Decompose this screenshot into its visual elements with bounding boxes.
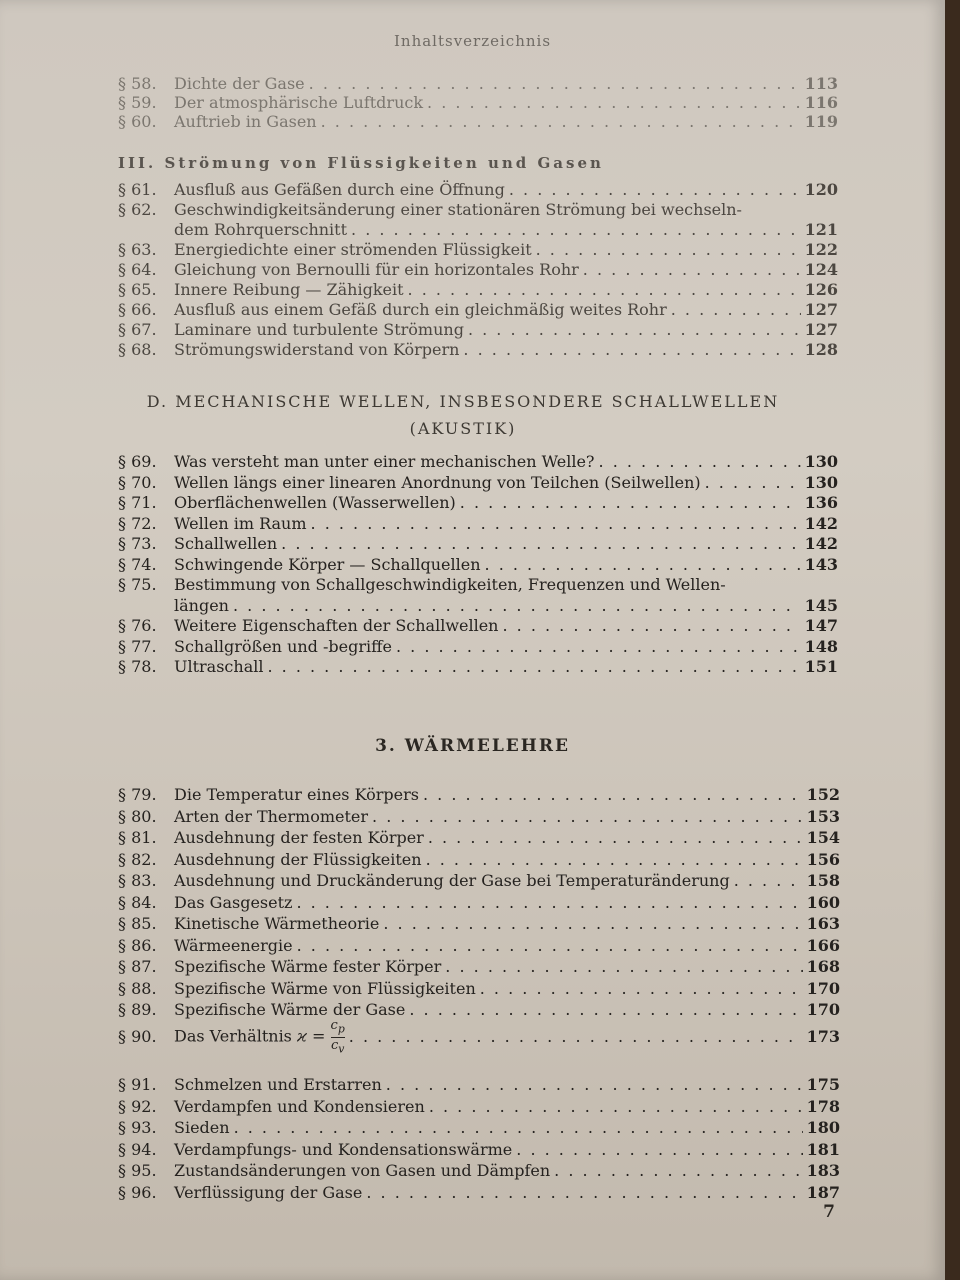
dot-leader xyxy=(309,74,801,93)
toc-entry xyxy=(118,784,840,806)
toc-para-number: § 75. xyxy=(118,575,157,594)
toc-title: Wellen längs einer linearen Anordnung von Teilchen (Seilwellen) xyxy=(174,472,701,492)
toc-title: Innere Reibung — Zähigkeit xyxy=(174,280,404,299)
toc-title: Laminare und turbulente Strömung xyxy=(174,320,464,339)
toc-para-number: § 92. xyxy=(118,1096,157,1116)
toc-entry xyxy=(118,1139,840,1161)
toc-entry xyxy=(118,260,838,280)
toc-entry xyxy=(118,1074,840,1096)
dot-leader xyxy=(351,220,801,240)
toc-para-number: § 67. xyxy=(118,320,157,339)
dot-leader xyxy=(536,240,801,260)
dot-leader xyxy=(427,93,801,112)
toc-para-number: § 89. xyxy=(118,1000,157,1019)
dot-leader xyxy=(485,555,801,576)
toc-title: Schallgrößen und -begriffe xyxy=(174,636,392,656)
toc-title: Verdampfen und Kondensieren xyxy=(174,1096,425,1116)
toc-para-number: § 59. xyxy=(118,93,157,112)
toc-page-number: 163 xyxy=(806,914,840,933)
toc-page-number: 116 xyxy=(804,93,838,112)
toc-title: Wärmeenergie xyxy=(174,935,293,955)
toc-entry xyxy=(118,93,838,112)
toc-entry xyxy=(118,1117,840,1139)
toc-para-number: § 60. xyxy=(118,112,157,131)
toc-title: Verdampfungs- und Kondensationswärme xyxy=(174,1139,513,1159)
toc-entry xyxy=(118,280,838,300)
toc-entry xyxy=(118,596,838,617)
toc-title: Spezifische Wärme der Gase xyxy=(174,1000,406,1019)
toc-para-number: § 79. xyxy=(118,785,157,804)
toc-page-number: 128 xyxy=(804,340,838,359)
toc-title: Ausdehnung und Druckänderung der Gase bei Temperaturänderung xyxy=(174,871,730,890)
toc-group-flow xyxy=(118,180,838,360)
toc-page-number: 180 xyxy=(806,1118,840,1137)
toc-title: Energiedichte einer strömenden Flüssigkeit xyxy=(174,240,532,259)
dot-leader xyxy=(383,913,802,935)
toc-title: Geschwindigkeitsänderung einer stationären Strömung bei wechseln- xyxy=(174,200,742,219)
toc-para-number: § 76. xyxy=(118,616,157,635)
toc-para-number: § 86. xyxy=(118,935,157,955)
toc-title: Ausfluß aus Gefäßen durch eine Öffnung xyxy=(174,180,505,199)
toc-title: Zustandsänderungen von Gasen und Dämpfen xyxy=(174,1161,551,1180)
toc-page-number: 168 xyxy=(806,957,840,976)
toc-title: Weitere Eigenschaften der Schallwellen xyxy=(174,616,499,635)
toc-title: Kinetische Wärmetheorie xyxy=(174,914,380,933)
dot-leader xyxy=(297,935,803,957)
toc-para-number: § 90. xyxy=(118,1026,157,1046)
toc-para-number: § 74. xyxy=(118,554,157,574)
toc-page-number: 136 xyxy=(804,493,838,512)
toc-entry xyxy=(118,806,840,828)
toc-entry xyxy=(118,849,840,871)
dot-leader xyxy=(463,340,800,360)
toc-title: Schmelzen und Erstarren xyxy=(174,1075,382,1094)
toc-entry xyxy=(118,935,840,957)
toc-entry xyxy=(118,180,838,200)
toc-entry xyxy=(118,112,838,131)
toc-entry xyxy=(118,1160,840,1182)
dot-leader xyxy=(480,978,803,1000)
toc-para-number: § 85. xyxy=(118,914,157,933)
toc-title: Schwingende Körper — Schallquellen xyxy=(174,554,481,574)
toc-title: Verflüssigung der Gase xyxy=(174,1182,363,1202)
toc-title: dem Rohrquerschnitt xyxy=(174,220,348,239)
section-heading-3: 3. WÄRMELEHRE xyxy=(375,736,570,756)
toc-page-number: 154 xyxy=(806,828,840,847)
dot-leader xyxy=(408,280,801,300)
toc-para-number: § 64. xyxy=(118,260,157,279)
dot-leader xyxy=(233,596,801,617)
dot-leader xyxy=(396,637,801,658)
toc-page-number: 173 xyxy=(806,1026,840,1046)
toc-page-number: 122 xyxy=(804,240,838,259)
toc-page-number: 153 xyxy=(806,806,840,826)
dot-leader xyxy=(429,1096,803,1118)
dot-leader xyxy=(671,300,801,320)
toc-entry xyxy=(118,1182,840,1204)
toc-para-number: § 83. xyxy=(118,871,157,890)
toc-entry xyxy=(118,320,838,340)
toc-page-number: 127 xyxy=(804,320,838,339)
dot-leader xyxy=(349,1025,803,1049)
page-number: 7 xyxy=(823,1202,835,1222)
dot-leader xyxy=(445,956,802,978)
toc-title: Spezifische Wärme von Flüssigkeiten xyxy=(174,978,476,998)
toc-para-number: § 72. xyxy=(118,513,157,533)
toc-page-number: 130 xyxy=(804,472,838,492)
dot-leader xyxy=(234,1117,803,1139)
toc-page-number: 127 xyxy=(804,300,838,319)
toc-title: Wellen im Raum xyxy=(174,513,307,533)
toc-title: Gleichung von Bernoulli für ein horizontales Rohr xyxy=(174,260,579,279)
toc-entry xyxy=(118,74,838,93)
toc-para-number: § 82. xyxy=(118,849,157,869)
toc-para-number: § 88. xyxy=(118,978,157,998)
toc-title: Spezifische Wärme fester Körper xyxy=(174,957,442,976)
toc-page-number: 151 xyxy=(804,657,838,676)
toc-para-number: § 69. xyxy=(118,452,157,471)
toc-entry xyxy=(118,978,840,1000)
dot-leader xyxy=(311,514,801,535)
dot-leader xyxy=(599,452,801,473)
toc-page-number: 142 xyxy=(804,513,838,533)
toc-para-number: § 66. xyxy=(118,300,157,319)
dot-leader xyxy=(516,1139,802,1161)
toc-page-number: 166 xyxy=(806,935,840,955)
toc-para-number: § 61. xyxy=(118,180,157,199)
dot-leader xyxy=(372,806,803,828)
toc-para-number: § 65. xyxy=(118,280,157,299)
toc-entry xyxy=(118,1096,840,1118)
toc-page-number: 160 xyxy=(806,892,840,912)
toc-entry xyxy=(118,870,840,892)
toc-para-number: § 93. xyxy=(118,1118,157,1137)
toc-title: Ultraschall xyxy=(174,657,264,676)
dot-leader xyxy=(554,1160,802,1182)
toc-entry xyxy=(118,575,838,596)
toc-page-number: 178 xyxy=(806,1096,840,1116)
toc-page-number: 145 xyxy=(804,595,838,615)
toc-title: Ausdehnung der festen Körper xyxy=(174,828,424,847)
toc-title: Was versteht man unter einer mechanischen Welle? xyxy=(174,452,595,471)
toc-page-number: 121 xyxy=(804,220,838,239)
dot-leader xyxy=(468,320,801,340)
toc-page-number: 130 xyxy=(804,452,838,471)
toc-title: Bestimmung von Schallgeschwindigkeiten, Frequenzen und Wellen- xyxy=(174,575,726,594)
toc-title: Sieden xyxy=(174,1118,230,1137)
toc-item-90 xyxy=(118,1018,840,1056)
toc-group-gases xyxy=(118,74,838,131)
toc-page-number: 119 xyxy=(804,112,838,131)
section-heading-iii: III. Strömung von Flüssigkeiten und Gasen xyxy=(118,154,604,172)
toc-title: Das Gasgesetz xyxy=(174,892,293,912)
toc-entry xyxy=(118,493,838,514)
toc-para-number: § 81. xyxy=(118,828,157,847)
toc-title: Ausfluß aus einem Gefäß durch ein gleichmäßig weites Rohr xyxy=(174,300,667,319)
toc-para-number: § 71. xyxy=(118,493,157,512)
toc-entry xyxy=(118,616,838,637)
dot-leader xyxy=(281,534,800,555)
running-header: Inhaltsverzeichnis xyxy=(393,32,552,50)
toc-page-number: 156 xyxy=(806,849,840,869)
toc-para-number: § 63. xyxy=(118,240,157,259)
dot-leader xyxy=(502,616,800,637)
toc-page-number: 120 xyxy=(804,180,838,199)
toc-para-number: § 70. xyxy=(118,472,157,492)
toc-group-waves xyxy=(118,452,838,678)
toc-entry xyxy=(118,534,838,555)
toc-title: Das Verhältnis ϰ = $\frac{c_p}{c_v}$ xyxy=(174,1018,345,1056)
dot-leader xyxy=(705,473,801,494)
toc-page-number: 152 xyxy=(806,785,840,804)
toc-title: Strömungswiderstand von Körpern xyxy=(174,340,460,359)
toc-entry xyxy=(118,240,838,260)
toc-entry xyxy=(118,220,838,240)
dot-leader xyxy=(321,112,801,131)
toc-para-number: § 78. xyxy=(118,657,157,676)
toc-page-number: 158 xyxy=(806,871,840,890)
toc-title: Auftrieb in Gasen xyxy=(174,112,317,131)
toc-entry xyxy=(118,340,838,360)
section-heading-d-line2: (AKUSTIK) xyxy=(409,419,517,438)
toc-entry xyxy=(118,913,840,935)
dot-leader xyxy=(509,180,801,200)
toc-para-number: § 94. xyxy=(118,1139,157,1159)
toc-title: Der atmosphärische Luftdruck xyxy=(174,93,424,112)
toc-para-number: § 77. xyxy=(118,636,157,656)
toc-page-number: 170 xyxy=(806,978,840,998)
toc-page-number: 143 xyxy=(804,554,838,574)
toc-entry xyxy=(118,473,838,494)
toc-page-number: 148 xyxy=(804,636,838,656)
toc-title: Die Temperatur eines Körpers xyxy=(174,785,419,804)
toc-para-number: § 80. xyxy=(118,806,157,826)
toc-entry xyxy=(118,452,838,473)
toc-group-phase xyxy=(118,1074,840,1203)
dot-leader xyxy=(386,1074,803,1096)
toc-title: Arten der Thermometer xyxy=(174,806,369,826)
toc-entry xyxy=(118,514,838,535)
toc-title: Ausdehnung der Flüssigkeiten xyxy=(174,849,422,869)
toc-page-number: 147 xyxy=(804,616,838,635)
dot-leader xyxy=(423,784,803,806)
toc-entry xyxy=(118,637,838,658)
toc-entry xyxy=(118,555,838,576)
toc-title: Schallwellen xyxy=(174,534,278,553)
toc-page-number: 142 xyxy=(804,534,838,553)
dot-leader xyxy=(583,260,801,280)
toc-para-number: § 96. xyxy=(118,1182,157,1202)
dot-leader xyxy=(267,657,800,678)
toc-entry xyxy=(118,200,838,220)
toc-page-number: 183 xyxy=(806,1161,840,1180)
toc-para-number: § 73. xyxy=(118,534,157,553)
toc-entry xyxy=(118,827,840,849)
toc-para-number: § 95. xyxy=(118,1161,157,1180)
formula-fraction: $\frac{c_p}{c_v}$ xyxy=(330,1018,345,1056)
toc-page-number: 187 xyxy=(806,1182,840,1202)
dot-leader xyxy=(296,892,802,914)
toc-para-number: § 91. xyxy=(118,1075,157,1094)
dot-leader xyxy=(426,849,803,871)
toc-para-number: § 68. xyxy=(118,340,157,359)
toc-para-number: § 58. xyxy=(118,74,157,93)
toc-title: längen xyxy=(174,595,229,615)
toc-title: Dichte der Gase xyxy=(174,74,305,93)
toc-para-number: § 62. xyxy=(118,200,157,219)
toc-group-heat xyxy=(118,784,840,1021)
toc-entry xyxy=(118,956,840,978)
toc-para-number: § 84. xyxy=(118,892,157,912)
toc-page-number: 124 xyxy=(804,260,838,279)
toc-page-number: 126 xyxy=(804,280,838,299)
toc-page-number: 181 xyxy=(806,1139,840,1159)
toc-entry xyxy=(118,892,840,914)
dot-leader xyxy=(366,1182,802,1204)
section-heading-d-line1: D. MECHANISCHE WELLEN, INSBESONDERE SCHALLWELLEN xyxy=(146,392,780,411)
toc-page-number: 113 xyxy=(804,74,838,93)
dot-leader xyxy=(428,827,803,849)
toc-para-number: § 87. xyxy=(118,957,157,976)
toc-page-number: 170 xyxy=(806,1000,840,1019)
dot-leader xyxy=(460,493,801,514)
toc-title: Oberflächenwellen (Wasserwellen) xyxy=(174,493,456,512)
section-heading-d xyxy=(118,392,808,438)
toc-entry xyxy=(118,300,838,320)
toc-entry xyxy=(118,657,838,678)
dot-leader xyxy=(734,870,803,892)
toc-page-number: 175 xyxy=(806,1075,840,1094)
